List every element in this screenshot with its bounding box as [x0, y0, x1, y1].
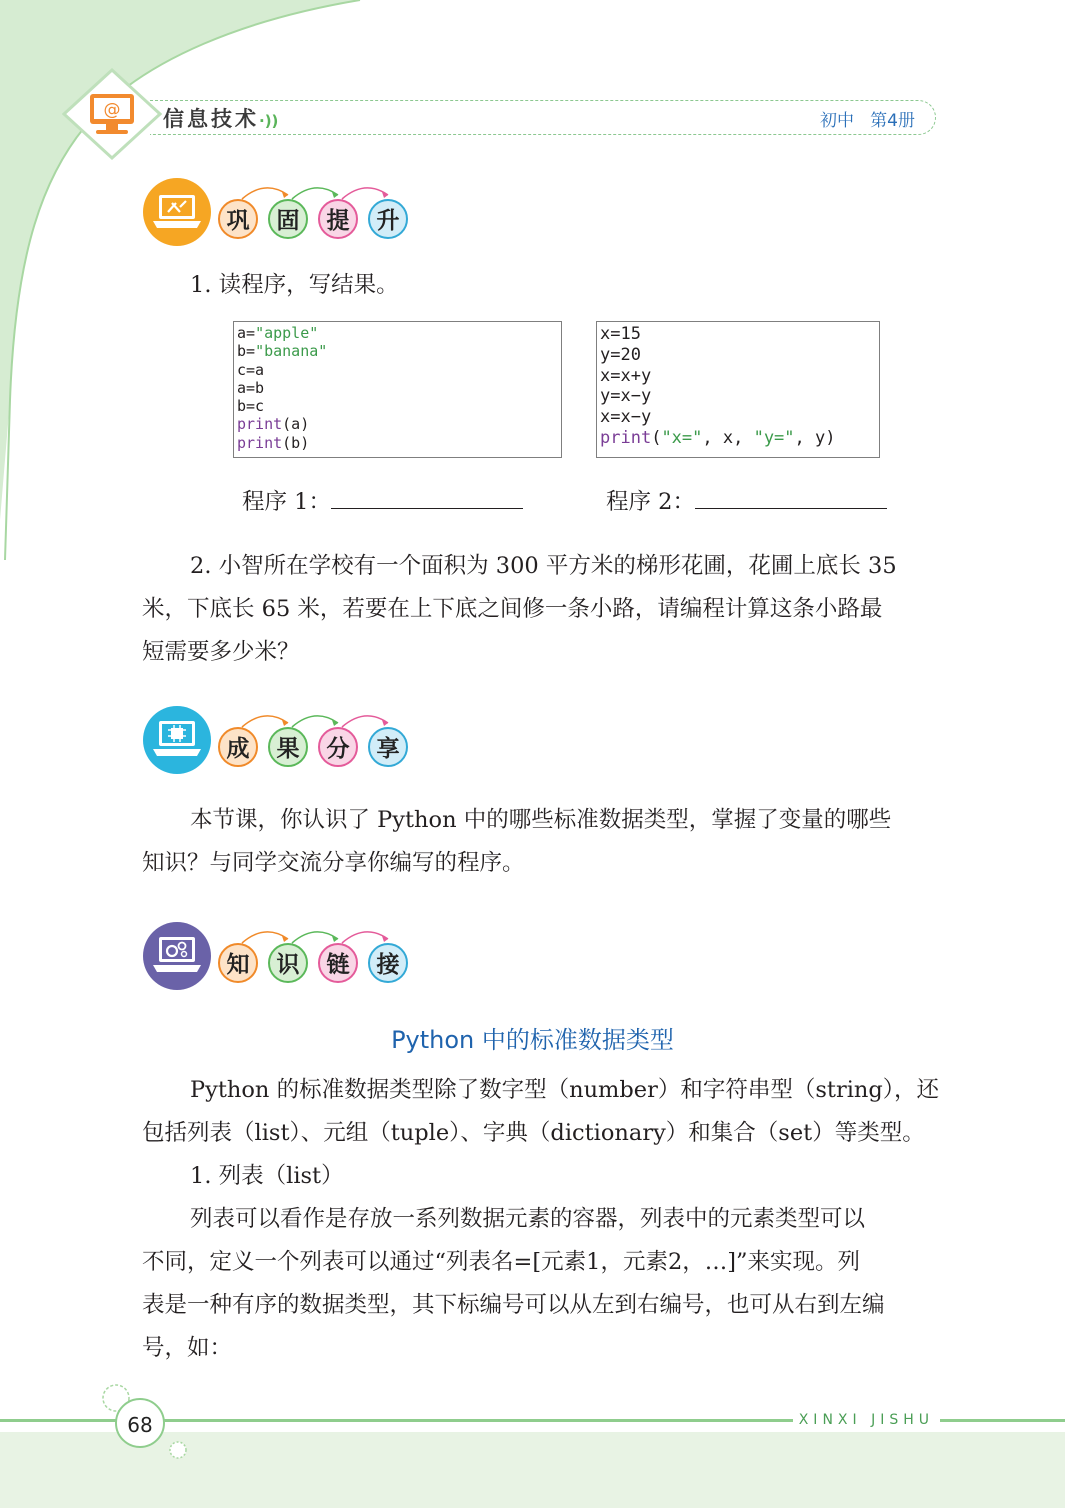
section-char: 巩 — [218, 199, 258, 239]
answer-blank-1[interactable] — [331, 488, 523, 509]
question-2-line: 2. 小智所在学校有一个面积为 300 平方米的梯形花圃，花圃上底长 35 — [190, 553, 897, 579]
laptop-tools-icon — [142, 177, 212, 247]
knowledge-title: Python 中的标准数据类型 — [391, 1026, 674, 1054]
question-2-line: 米，下底长 65 米，若要在上下底之间修一条小路，请编程计算这条小路最 — [142, 596, 883, 622]
page-number: 68 — [115, 1398, 165, 1448]
code-box-2: x=15 y=20 x=x+y y=x−y x=x−y print("x=", x, "y=", y) — [596, 321, 880, 458]
section-char: 接 — [368, 943, 408, 983]
share-text-line: 知识？与同学交流分享你编写的程序。 — [142, 850, 525, 876]
share-text-line: 本节课，你认识了 Python 中的哪些标准数据类型，掌握了变量的哪些 — [190, 807, 892, 833]
knowledge-text-line: 包括列表（list）、元组（tuple）、字典（dictionary）和集合（set）等类型。 — [142, 1120, 925, 1146]
answer-blank-2[interactable] — [695, 488, 887, 509]
flow-arrows — [238, 179, 418, 201]
footer-brand: XINXI JISHU — [793, 1412, 940, 1428]
knowledge-text-line: 列表可以看作是存放一系列数据元素的容器，列表中的元素类型可以 — [190, 1206, 866, 1232]
svg-text:@: @ — [103, 100, 121, 120]
laptop-gears-icon — [142, 921, 212, 991]
section-char: 分 — [318, 727, 358, 767]
section-char: 固 — [268, 199, 308, 239]
knowledge-text-line: Python 的标准数据类型除了数字型（number）和字符串型（string），还 — [190, 1077, 940, 1103]
answer-line-2: 程序 2： — [606, 481, 887, 524]
book-title: 信息技术·)) — [163, 107, 279, 131]
section-char: 链 — [318, 943, 358, 983]
laptop-chip-icon — [142, 705, 212, 775]
section-char: 果 — [268, 727, 308, 767]
computer-at-icon — [62, 68, 162, 160]
knowledge-subheading: 1. 列表（list） — [190, 1163, 344, 1189]
question-2-line: 短需要多少米？ — [142, 639, 300, 665]
section-char: 知 — [218, 943, 258, 983]
section-char: 享 — [368, 727, 408, 767]
answer-line-1: 程序 1： — [242, 481, 523, 524]
knowledge-text-line: 表是一种有序的数据类型，其下标编号可以从左到右编号，也可从右到左编 — [142, 1292, 885, 1318]
section-char: 识 — [268, 943, 308, 983]
knowledge-text-line: 号，如： — [142, 1335, 233, 1361]
section-char: 升 — [368, 199, 408, 239]
flow-arrows — [238, 707, 418, 729]
flow-arrows — [238, 923, 418, 945]
knowledge-text-line: 不同，定义一个列表可以通过“列表名=[元素1，元素2，…]”来实现。列 — [142, 1249, 861, 1275]
question-1: 1. 读程序，写结果。 — [190, 272, 399, 298]
book-volume: 初中 第4册 — [819, 111, 915, 131]
code-box-1: a="apple" b="banana" c=a a=b b=c print(a) print(b) — [233, 321, 562, 458]
section-char: 提 — [318, 199, 358, 239]
section-char: 成 — [218, 727, 258, 767]
